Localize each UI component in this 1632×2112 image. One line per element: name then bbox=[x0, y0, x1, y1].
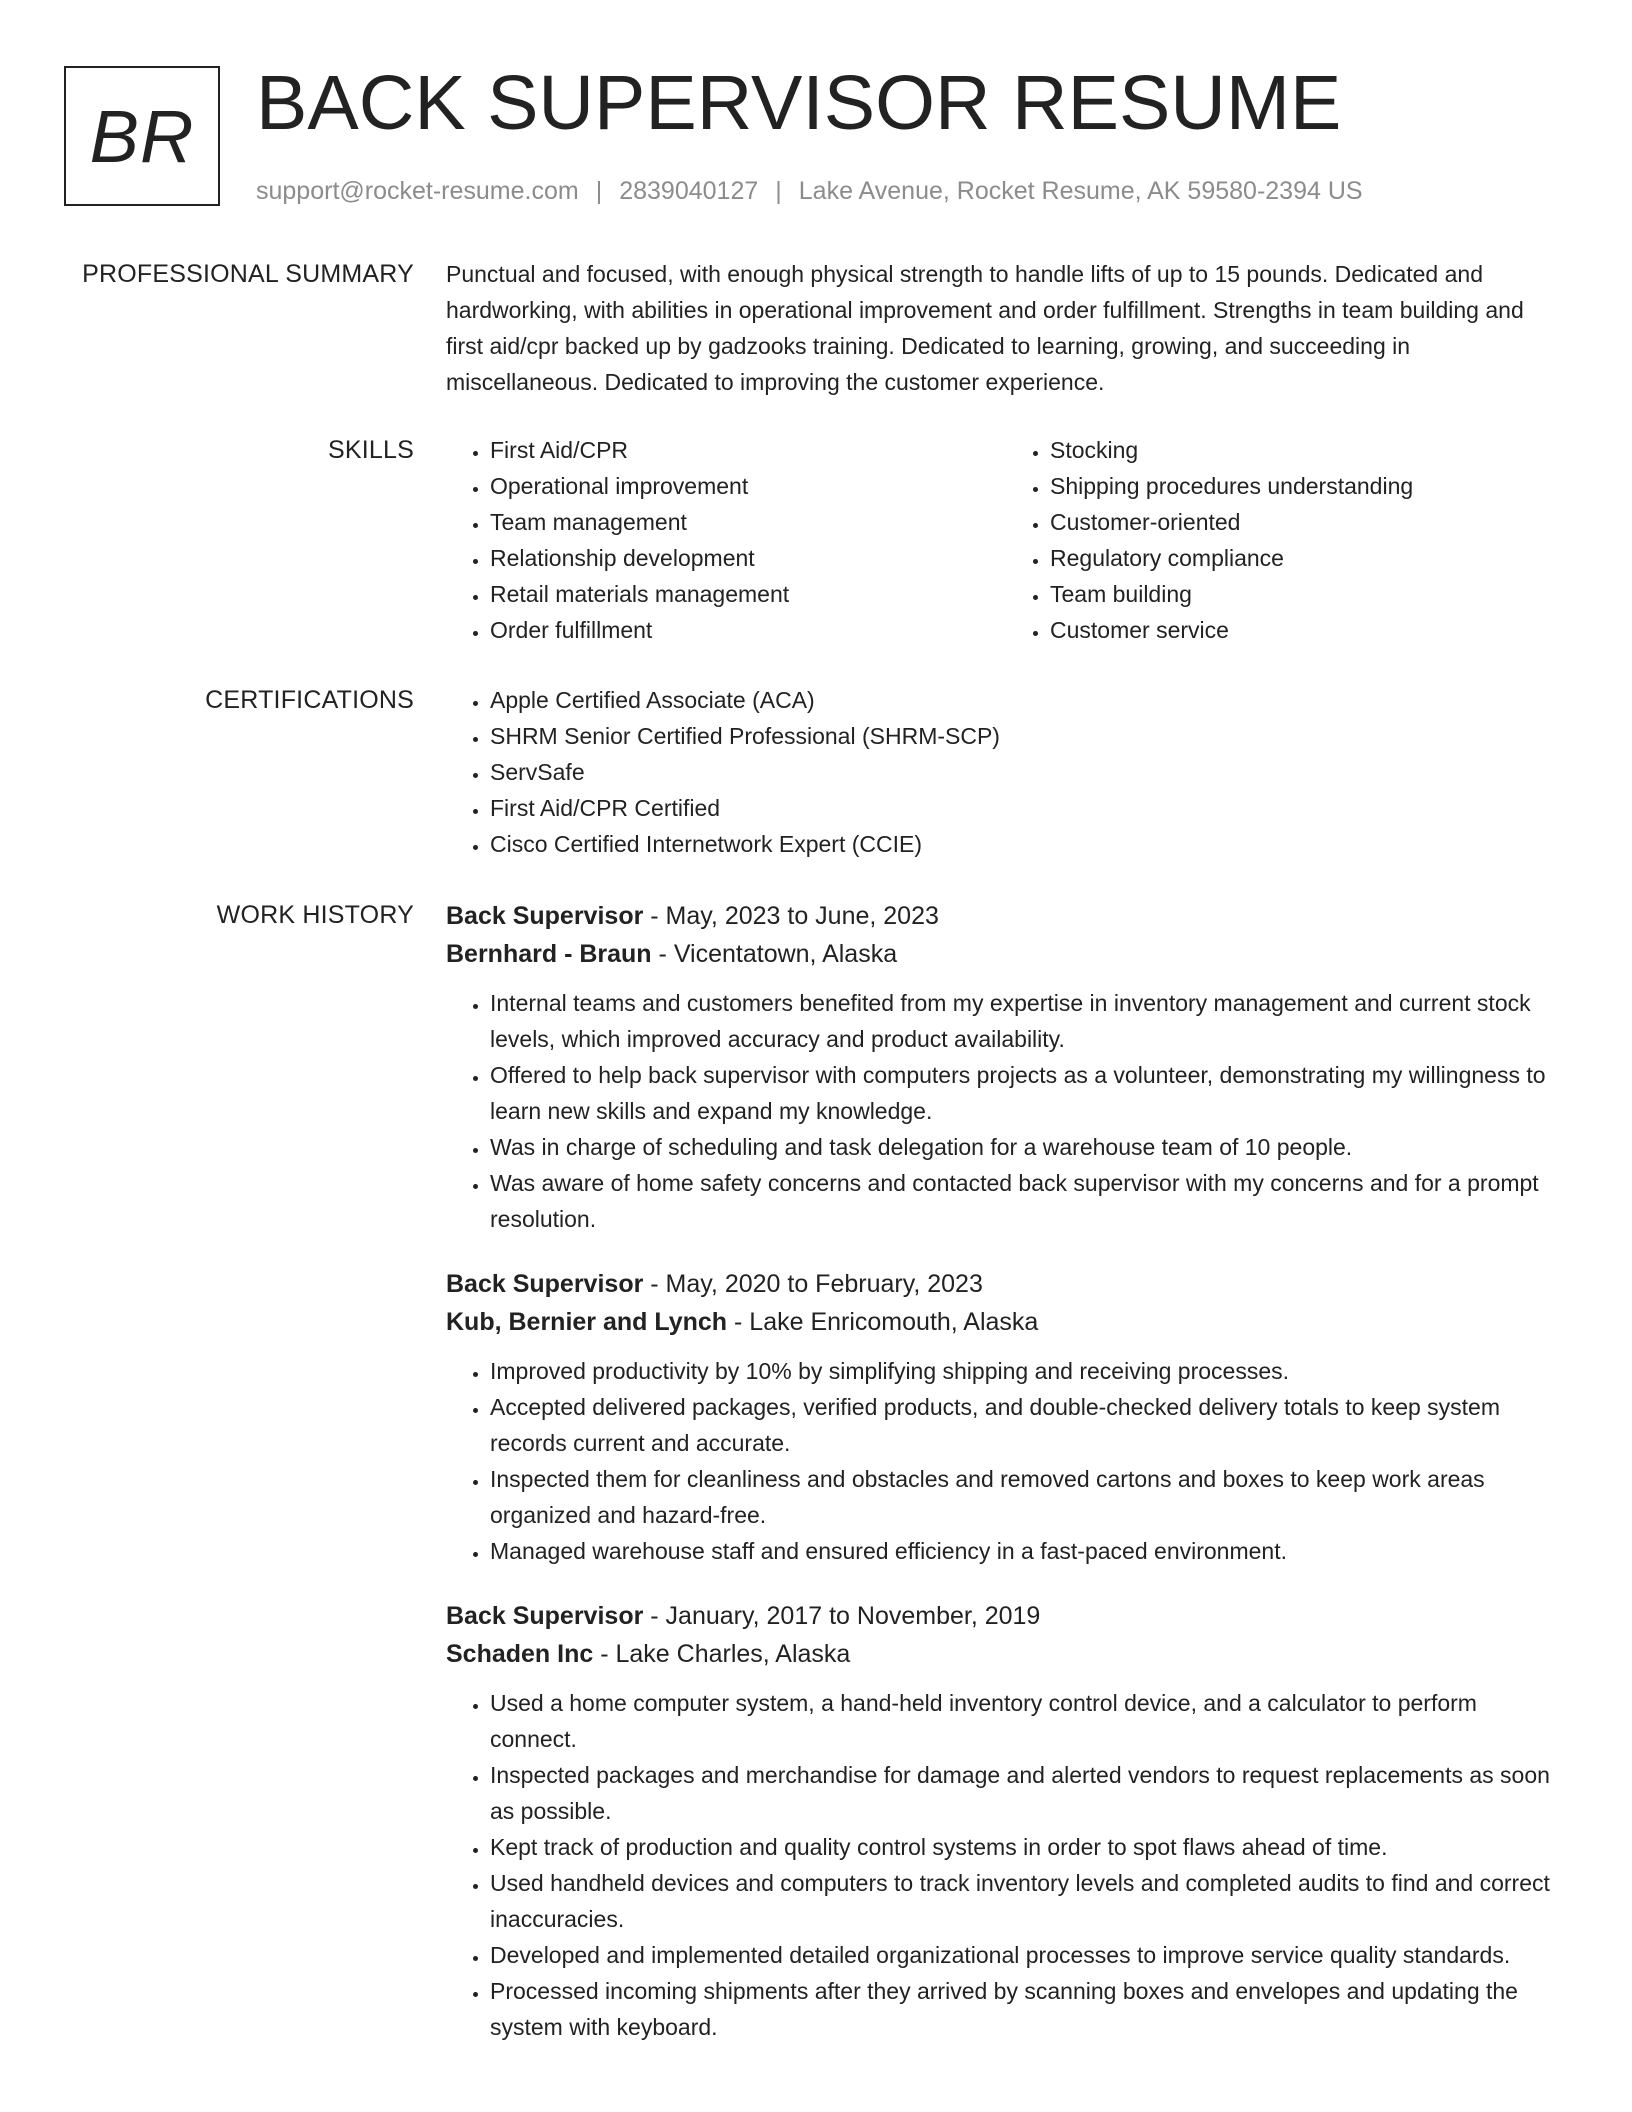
skills-list-left bbox=[446, 432, 1006, 648]
certification-item: • SHRM Senior Certified Professional (SHRM-SCP) bbox=[490, 718, 1566, 754]
resume-title: BACK SUPERVISOR RESUME bbox=[256, 60, 1342, 146]
section-body bbox=[446, 256, 1526, 400]
job-entry bbox=[446, 1265, 1566, 1569]
job-dates: - May, 2023 to June, 2023 bbox=[650, 902, 939, 930]
job-bullet: • Developed and implemented detailed organizational processes to improve service quality standards. bbox=[490, 1937, 1566, 1973]
job-location: - Vicentatown, Alaska bbox=[658, 940, 898, 968]
job-bullet: • Used a home computer system, a hand-held inventory control device, and a calculator to perform connect. bbox=[490, 1685, 1566, 1757]
job-title: Back Supervisor bbox=[446, 902, 644, 930]
job-location: - Lake Charles, Alaska bbox=[600, 1640, 851, 1668]
job-bullet: • Processed incoming shipments after they arrived by scanning boxes and envelopes and updating the system with keyboard. bbox=[490, 1973, 1566, 2045]
job-bullets bbox=[446, 1353, 1566, 1569]
certifications-list bbox=[446, 682, 1566, 862]
job-title: Back Supervisor bbox=[446, 1602, 644, 1630]
job-entry bbox=[446, 1597, 1566, 2045]
contact-address: Lake Avenue, Rocket Resume, AK 59580-2394 US bbox=[798, 177, 1363, 205]
skills-list-right bbox=[1006, 432, 1566, 648]
section-body bbox=[446, 432, 1566, 648]
section-label: CERTIFICATIONS bbox=[205, 686, 414, 714]
job-location: - Lake Enricomouth, Alaska bbox=[734, 1308, 1039, 1336]
job-bullet: • Accepted delivered packages, verified products, and double-checked delivery totals to keep system records current and accurate. bbox=[490, 1389, 1566, 1461]
contact-email: support@rocket-resume.com bbox=[256, 177, 579, 205]
job-bullet: • Inspected them for cleanliness and obstacles and removed cartons and boxes to keep work areas organized and hazard-free. bbox=[490, 1461, 1566, 1533]
section-label: WORK HISTORY bbox=[216, 901, 414, 929]
skill-item: • Team management bbox=[490, 504, 1006, 540]
skills-columns bbox=[446, 432, 1566, 648]
job-dates: - May, 2020 to February, 2023 bbox=[650, 1270, 983, 1298]
section-body bbox=[446, 897, 1566, 2073]
job-bullets bbox=[446, 1685, 1566, 2045]
summary-text: Punctual and focused, with enough physical strength to handle lifts of up to 15 pounds. Dedicated and hardworking, with abilities in operational improvement and order fulfillment. Strengths in team building and first aid/cpr backed up by gadzooks training. Dedicated to learning, growing, and succeeding in miscellaneous. Dedicated to improving the customer experience. bbox=[446, 261, 1524, 395]
certification-item: • First Aid/CPR Certified bbox=[490, 790, 1566, 826]
skill-item: • Retail materials management bbox=[490, 576, 1006, 612]
job-bullet: • Was aware of home safety concerns and contacted back supervisor with my concerns and for a prompt resolution. bbox=[490, 1165, 1566, 1237]
monogram-initials: BR bbox=[89, 94, 195, 178]
job-heading bbox=[446, 1265, 1566, 1303]
job-bullets bbox=[446, 985, 1566, 1237]
section-label: PROFESSIONAL SUMMARY bbox=[82, 260, 414, 288]
monogram-badge bbox=[64, 66, 220, 206]
skill-item: • Order fulfillment bbox=[490, 612, 1006, 648]
contact-line bbox=[256, 174, 1363, 208]
skill-item: • Customer service bbox=[1050, 612, 1566, 648]
job-bullet: • Kept track of production and quality control systems in order to spot flaws ahead of time. bbox=[490, 1829, 1566, 1865]
contact-separator: | bbox=[775, 177, 782, 205]
skill-item: • Stocking bbox=[1050, 432, 1566, 468]
contact-phone: 2839040127 bbox=[619, 177, 759, 205]
job-entry bbox=[446, 897, 1566, 1237]
job-bullet: • Was in charge of scheduling and task delegation for a warehouse team of 10 people. bbox=[490, 1129, 1566, 1165]
skill-item: • Team building bbox=[1050, 576, 1566, 612]
job-heading bbox=[446, 897, 1566, 935]
job-employer bbox=[446, 935, 1566, 973]
section-body bbox=[446, 682, 1566, 862]
certification-item: • Cisco Certified Internetwork Expert (CCIE) bbox=[490, 826, 1566, 862]
skill-item: • Relationship development bbox=[490, 540, 1006, 576]
job-bullet: • Improved productivity by 10% by simplifying shipping and receiving processes. bbox=[490, 1353, 1566, 1389]
job-employer bbox=[446, 1635, 1566, 1673]
job-company: Bernhard - Braun bbox=[446, 940, 652, 968]
job-bullet: • Inspected packages and merchandise for damage and alerted vendors to request replacements as soon as possible. bbox=[490, 1757, 1566, 1829]
job-title: Back Supervisor bbox=[446, 1270, 644, 1298]
job-employer bbox=[446, 1303, 1566, 1341]
job-bullet: • Used handheld devices and computers to track inventory levels and completed audits to find and correct inaccuracies. bbox=[490, 1865, 1566, 1937]
section-label: SKILLS bbox=[328, 436, 414, 464]
job-company: Kub, Bernier and Lynch bbox=[446, 1308, 728, 1336]
job-dates: - January, 2017 to November, 2019 bbox=[650, 1602, 1041, 1630]
job-company: Schaden Inc bbox=[446, 1640, 594, 1668]
skill-item: • Operational improvement bbox=[490, 468, 1006, 504]
skill-item: • Customer-oriented bbox=[1050, 504, 1566, 540]
job-bullet: • Managed warehouse staff and ensured efficiency in a fast-paced environment. bbox=[490, 1533, 1566, 1569]
job-heading bbox=[446, 1597, 1566, 1635]
certification-item: • Apple Certified Associate (ACA) bbox=[490, 682, 1566, 718]
contact-separator: | bbox=[595, 177, 603, 205]
certification-item: • ServSafe bbox=[490, 754, 1566, 790]
skill-item: • First Aid/CPR bbox=[490, 432, 1006, 468]
job-bullet: • Internal teams and customers benefited from my expertise in inventory management and current stock levels, which improved accuracy and product availability. bbox=[490, 985, 1566, 1057]
skill-item: • Regulatory compliance bbox=[1050, 540, 1566, 576]
job-bullet: • Offered to help back supervisor with computers projects as a volunteer, demonstrating my willingness to learn new skills and expand my knowledge. bbox=[490, 1057, 1566, 1129]
skill-item: • Shipping procedures understanding bbox=[1050, 468, 1566, 504]
